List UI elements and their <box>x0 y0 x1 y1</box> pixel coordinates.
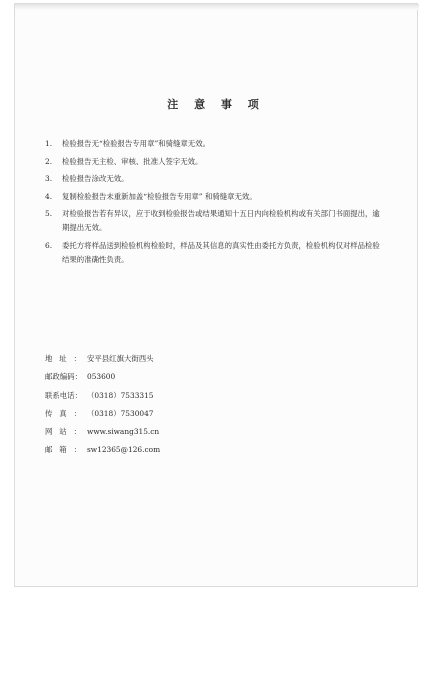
email-value[interactable]: sw12365@126.com <box>87 445 161 455</box>
notes-list <box>45 137 385 270</box>
item-text: 委托方将样品送到检验机构检验时，样品及其信息的真实性由委托方负责，检验机构仅对样品检验结果的准确性负责。 <box>62 240 380 264</box>
postcode-label: 邮政编码： <box>45 372 82 382</box>
item-number: 3. <box>45 174 53 183</box>
item-text: 检验报告涂改无效。 <box>62 174 129 183</box>
fax-row <box>45 407 385 425</box>
scan-edge-shadow <box>15 4 419 10</box>
item-number: 5. <box>45 209 53 218</box>
item-text: 对检验报告若有异议，应于收到检验报告或结果通知十五日内向检验机构或有关部门书面提出，逾期提出无效。 <box>62 209 380 232</box>
item-number: 4. <box>45 191 53 201</box>
item-text: 检验报告无“检验报告专用章”和骑缝章无效。 <box>62 139 210 148</box>
phone-label: 联系电话： <box>45 390 82 400</box>
postcode-row <box>45 370 385 388</box>
page-title: 注 意 事 项 <box>167 98 265 111</box>
list-item <box>45 155 385 169</box>
address-label: 地址： <box>45 354 81 363</box>
list-item <box>45 207 385 235</box>
document-page <box>14 3 418 587</box>
list-item <box>45 172 385 186</box>
phone-value: （0318）7533315 <box>87 390 154 400</box>
email-label: 邮箱： <box>45 445 81 455</box>
item-number: 1. <box>45 139 53 148</box>
postcode-value: 053600 <box>87 372 116 382</box>
email-row <box>45 443 385 461</box>
item-text: 复制检验报告未重新加盖“检验报告专用章” 和骑缝章无效。 <box>62 191 257 201</box>
item-text: 检验报告无主检、审核、批准人签字无效。 <box>62 156 203 166</box>
contact-block <box>45 352 385 462</box>
website-row <box>45 425 385 443</box>
list-item <box>45 137 385 151</box>
address-value: 安平县红旗大街西头 <box>87 354 154 363</box>
item-number: 2. <box>45 156 53 166</box>
list-item <box>45 239 385 267</box>
website-label: 网站： <box>45 427 81 437</box>
website-value[interactable]: www.siwang315.cn <box>87 427 160 437</box>
fax-label: 传真： <box>45 408 81 418</box>
fax-value: （0318）7530047 <box>87 408 154 418</box>
phone-row <box>45 389 385 407</box>
list-item <box>45 190 385 204</box>
address-row <box>45 352 385 370</box>
item-number: 6. <box>45 240 53 250</box>
